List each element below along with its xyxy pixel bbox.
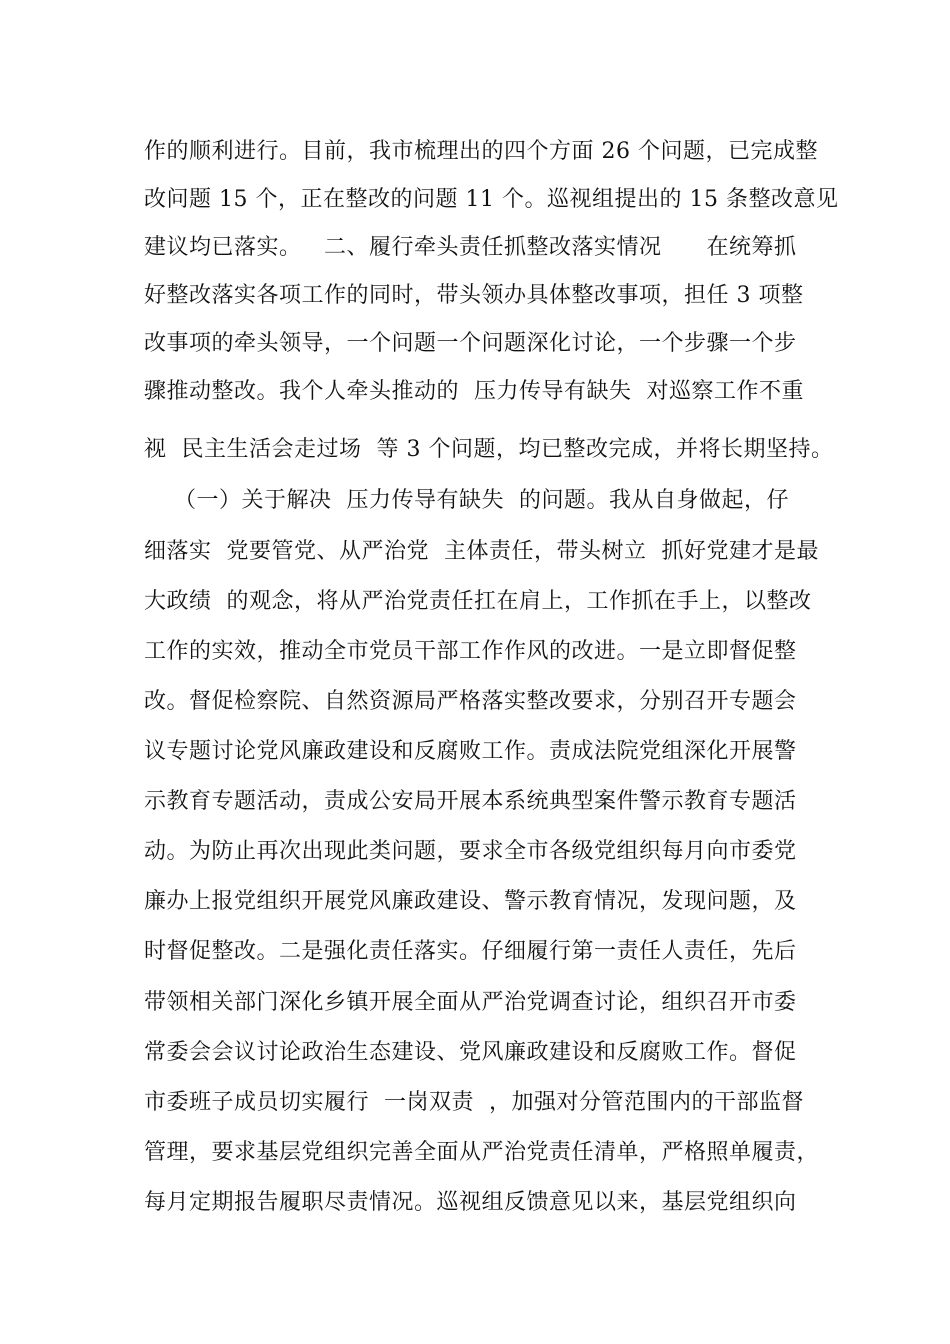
text-line: 动。为防止再次出现此类问题，要求全市各级党组织每月向市委党 <box>144 839 797 864</box>
text-line: 管理，要求基层党组织完善全面从严治党责任清单，严格照单履责， <box>144 1140 820 1165</box>
text-line: 改。督促检察院、自然资源局严格落实整改要求，分别召开专题会 <box>144 689 797 714</box>
text-line: 骤推动整改。我个人牵头推动的 压力传导有缺失 对巡察工作不重 <box>144 379 804 404</box>
text-line: 示教育专题活动，责成公安局开展本系统典型案件警示教育专题活 <box>144 789 797 814</box>
text-line: （一）关于解决 压力传导有缺失 的问题。我从自身做起，仔 <box>144 488 789 513</box>
text-line: 作的顺利进行。目前，我市梳理出的四个方面 26 个问题，已完成整 <box>144 139 818 164</box>
text-line: 改问题 15 个，正在整改的问题 11 个。巡视组提出的 15 条整改意见 <box>144 187 839 212</box>
text-line: 视 民主生活会走过场 等 3 个问题，均已整改完成，并将长期坚持。 <box>144 437 834 462</box>
text-line: 改事项的牵头领导，一个问题一个问题深化讨论，一个步骤一个步 <box>144 331 797 356</box>
text-line: 廉办上报党组织开展党风廉政建设、警示教育情况，发现问题，及 <box>144 889 797 914</box>
text-line: 每月定期报告履职尽责情况。巡视组反馈意见以来，基层党组织向 <box>144 1190 797 1215</box>
text-line: 市委班子成员切实履行 一岗双责 ，加强对分管范围内的干部监督 <box>144 1090 804 1115</box>
text-line: 带领相关部门深化乡镇开展全面从严治党调查讨论，组织召开市委 <box>144 990 797 1015</box>
text-line: 时督促整改。二是强化责任落实。仔细履行第一责任人责任，先后 <box>144 939 797 964</box>
text-line: 细落实 党要管党、从严治党 主体责任，带头树立 抓好党建才是最 <box>144 539 819 564</box>
text-line: 议专题讨论党风廉政建设和反腐败工作。责成法院党组深化开展警 <box>144 739 797 764</box>
text-line: 工作的实效，推动全市党员干部工作作风的改进。一是立即督促整 <box>144 639 797 664</box>
text-line: 大政绩 的观念，将从严治党责任扛在肩上，工作抓在手上，以整改 <box>144 589 812 614</box>
text-line: 常委会会议讨论政治生态建设、党风廉政建设和反腐败工作。督促 <box>144 1040 797 1065</box>
text-line: 好整改落实各项工作的同时，带头领办具体整改事项，担任 3 项整 <box>144 283 804 308</box>
text-line: 建议均已落实。 二、履行牵头责任抓整改落实情况 在统筹抓 <box>144 235 797 260</box>
